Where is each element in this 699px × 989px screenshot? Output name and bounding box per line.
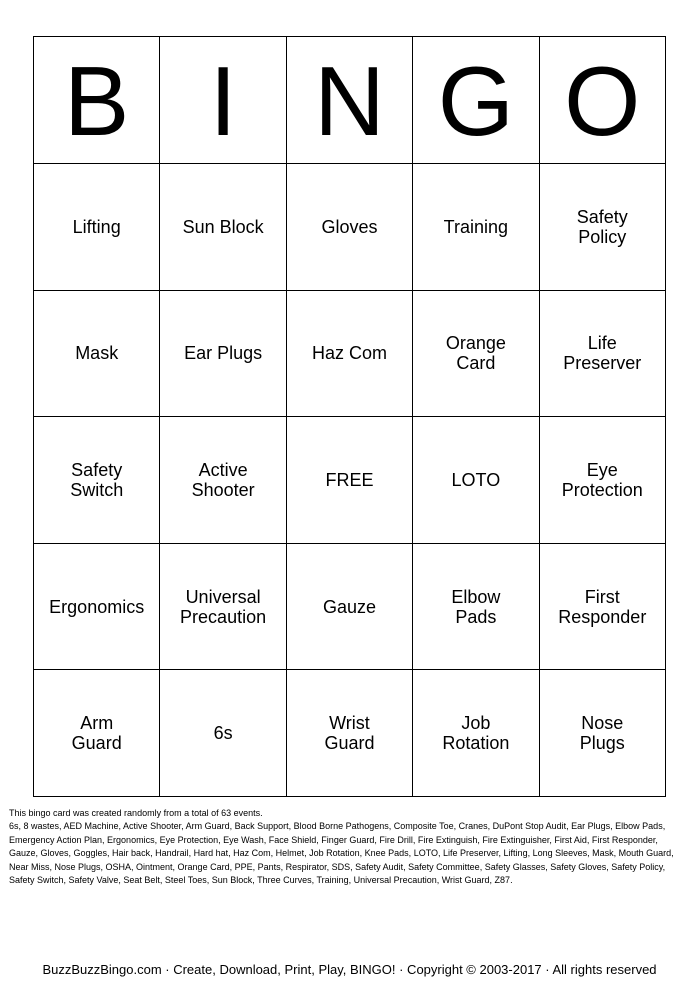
bingo-cell (413, 417, 539, 544)
bingo-cell (34, 290, 160, 417)
bingo-cell-label: First Responder (558, 586, 647, 627)
bingo-cell (286, 670, 412, 797)
bingo-cell (34, 670, 160, 797)
bingo-cell (286, 164, 412, 291)
bingo-cell (413, 290, 539, 417)
bingo-cell (160, 670, 286, 797)
bingo-cell-label: Wrist Guard (324, 713, 375, 754)
bingo-cell (539, 417, 665, 544)
bingo-cell (539, 164, 665, 291)
bingo-row-3 (34, 417, 666, 544)
bingo-cell-label: Eye Protection (561, 459, 643, 500)
events-note (9, 807, 689, 887)
bingo-cell (413, 164, 539, 291)
bingo-header-row (34, 37, 666, 164)
bingo-cell-label: Arm Guard (71, 713, 122, 754)
bingo-cell (286, 543, 412, 670)
bingo-cell-label: Safety Switch (70, 459, 124, 500)
bingo-cell (539, 543, 665, 670)
bingo-cell (160, 417, 286, 544)
bingo-cell (160, 543, 286, 670)
bingo-cell-label: Ear Plugs (184, 343, 263, 364)
bingo-cell-label: LOTO (451, 469, 501, 490)
bingo-cell-label: 6s (213, 723, 233, 744)
bingo-cell-label: Nose Plugs (579, 713, 625, 754)
bingo-cell-label: Job Rotation (442, 713, 510, 754)
bingo-cell-label: Training (443, 216, 509, 237)
bingo-free-cell (286, 417, 412, 544)
bingo-cell (34, 417, 160, 544)
bingo-cell-label: Haz Com (311, 343, 387, 364)
bingo-cell (413, 670, 539, 797)
bingo-cell-label: Orange Card (445, 333, 506, 374)
bingo-cell (160, 290, 286, 417)
bingo-row-1 (34, 164, 666, 291)
bingo-cell (286, 290, 412, 417)
header-letter-o: O (539, 37, 665, 164)
bingo-cell (539, 290, 665, 417)
site-footer: BuzzBuzzBingo.com · Create, Download, Print, Play, BINGO! · Copyright © 2003-2017 · All rights reserved (42, 962, 657, 977)
bingo-cell (160, 164, 286, 291)
bingo-cell-label: Sun Block (182, 216, 264, 237)
bingo-free-label: FREE (325, 469, 374, 490)
events-list: 6s, 8 wastes, AED Machine, Active Shooter, Arm Guard, Back Support, Blood Borne Pathogens, Composite Toe, Cranes, DuPont Stop Audit, Ear Plugs, Elbow Pads, Emergency Action Plan, Ergonomics, Eye Protection, Eye Wash, Face Shield, Finger Guard, Fire Drill, Fire Extinguish, Fire Extinguisher, First Aid, First Responder, Gauze, Gloves, Goggles, Hair back, Handrail, Hard hat, Haz Com, Helmet, Job Rotation, Knee Pads, LOTO, Life Preserver, Lifting, Long Sleeves, Mask, Mouth Guard, Near Miss, Nose Plugs, OSHA, Ointment, Orange Card, PPE, Pants, Respirator, SDS, Safety Audit, Safety Committee, Safety Glasses, Safety Gloves, Safety Policy, Safety Switch, Safety Valve, Seat Belt, Steel Toes, Sun Block, Three Curves, Training, Universal Precaution, Wrist Guard, Z87. (9, 821, 674, 886)
bingo-cell (34, 543, 160, 670)
bingo-cell-label: Mask (75, 343, 119, 364)
events-note-intro: This bingo card was created randomly from a total of 63 events. (9, 808, 263, 818)
bingo-cell-label: Life Preserver (563, 333, 642, 374)
header-letter-b: B (34, 37, 160, 164)
bingo-cell-label: Safety Policy (576, 206, 628, 247)
bingo-row-4 (34, 543, 666, 670)
bingo-cell-label: Gloves (321, 216, 378, 237)
bingo-cell-label: Lifting (72, 216, 121, 237)
header-letter-g: G (413, 37, 539, 164)
header-letter-i: I (160, 37, 286, 164)
bingo-cell-label: Ergonomics (49, 596, 145, 617)
bingo-card (33, 36, 666, 797)
bingo-cell (413, 543, 539, 670)
bingo-row-2 (34, 290, 666, 417)
bingo-cell (34, 164, 160, 291)
bingo-cell-label: Gauze (322, 596, 376, 617)
bingo-cell-label: Elbow Pads (451, 586, 501, 627)
bingo-cell-label: Universal Precaution (180, 586, 267, 627)
bingo-row-5 (34, 670, 666, 797)
bingo-cell (539, 670, 665, 797)
bingo-cell-label: Active Shooter (191, 459, 255, 500)
header-letter-n: N (286, 37, 412, 164)
